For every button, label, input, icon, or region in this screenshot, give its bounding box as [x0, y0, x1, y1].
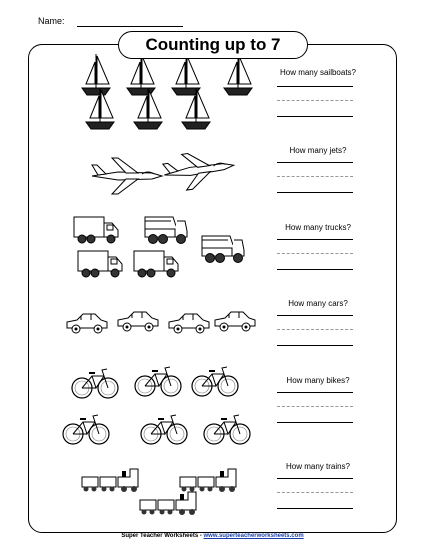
bike-image: [141, 415, 187, 444]
truck-image: [78, 251, 122, 277]
train-image: [140, 492, 196, 515]
question-sailboats: How many sailboats?: [279, 68, 357, 77]
question-bikes: How many bikes?: [286, 376, 350, 385]
footer-separator: -: [198, 533, 204, 539]
train-image: [82, 469, 138, 492]
sailboat-image: [224, 54, 252, 95]
jet-image: [162, 147, 236, 192]
bike-image: [63, 415, 109, 444]
train-image: [180, 469, 236, 492]
bike-image: [72, 369, 118, 398]
bike-image: [135, 367, 181, 396]
question-trains: How many trains?: [285, 462, 351, 471]
footer-url-link[interactable]: www.superteacherworksheets.com: [203, 533, 304, 539]
car-image: [67, 314, 107, 333]
footer-brand: Super Teacher Worksheets: [121, 533, 199, 539]
worksheet-title: Counting up to 7: [118, 31, 308, 59]
truck-image: [134, 251, 178, 277]
truck-image: [202, 236, 244, 263]
footer: [0, 533, 425, 539]
question-cars: How many cars?: [288, 299, 348, 308]
question-trucks: How many trucks?: [285, 223, 351, 232]
jet-image: [92, 158, 162, 194]
name-label: Name:: [38, 16, 65, 26]
car-image: [215, 312, 255, 331]
car-image: [169, 314, 209, 333]
truck-image: [145, 217, 187, 244]
question-jets: How many jets?: [289, 146, 347, 155]
sailboat-image: [82, 54, 110, 95]
bike-image: [204, 415, 250, 444]
truck-image: [74, 217, 118, 243]
car-image: [118, 312, 158, 331]
bike-image: [192, 367, 238, 396]
sailboat-image: [127, 54, 155, 95]
